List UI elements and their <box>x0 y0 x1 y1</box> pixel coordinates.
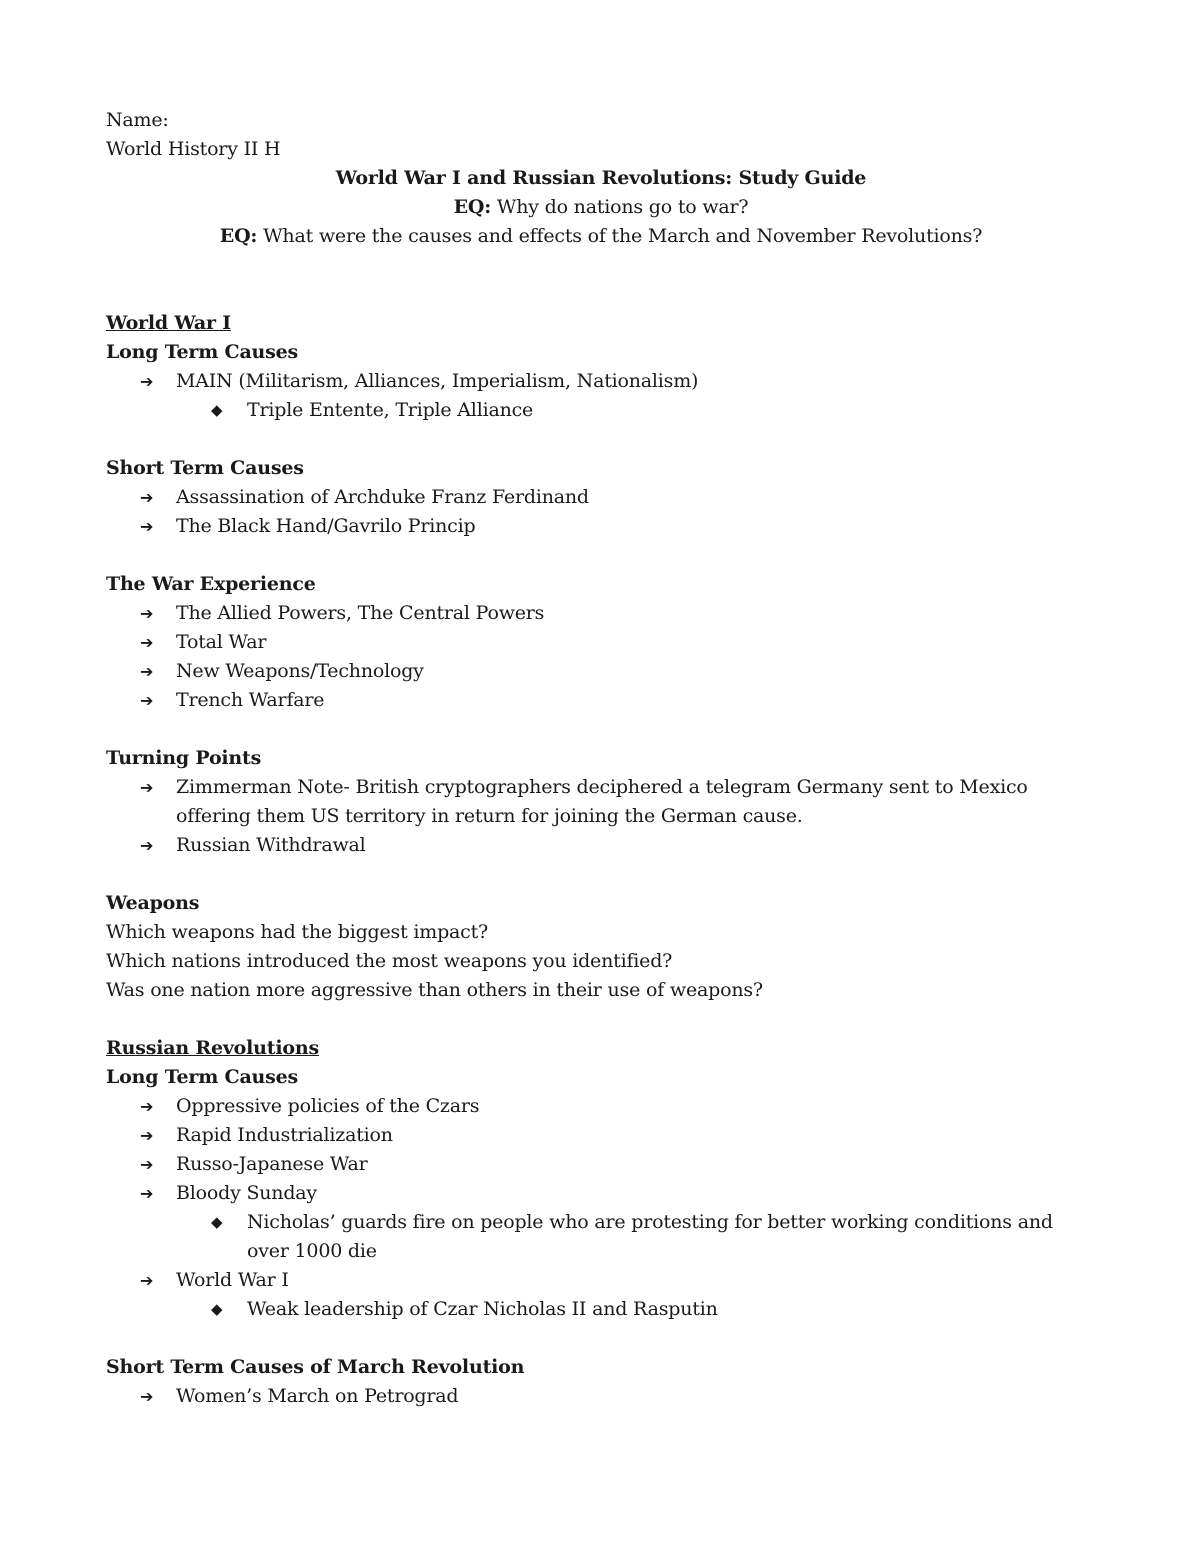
list-item-text: MAIN (Militarism, Alliances, Imperialism, Nationalism) <box>176 370 699 392</box>
arrow-bullet-icon: ➔ <box>140 1155 154 1174</box>
arrow-bullet-icon: ➔ <box>140 778 154 797</box>
weapons-question: Which weapons had the biggest impact? <box>106 921 489 943</box>
sub-list-item-text: Triple Entente, Triple Alliance <box>247 399 534 421</box>
list-item <box>106 367 1096 396</box>
list-item-text: The Allied Powers, The Central Powers <box>176 602 545 624</box>
spacer <box>106 1005 1096 1034</box>
list-item-text: Assassination of Archduke Franz Ferdinand <box>176 486 589 508</box>
arrow-bullet-icon: ➔ <box>140 1184 154 1203</box>
diamond-bullet-icon: ◆ <box>211 1300 223 1318</box>
list-item <box>106 1121 1096 1150</box>
name-label: Name: <box>106 109 169 131</box>
sub-list-item <box>106 396 1096 425</box>
arrow-bullet-icon: ➔ <box>140 1387 154 1406</box>
subheading-long-term-causes: Long Term Causes <box>106 1066 299 1088</box>
arrow-bullet-icon: ➔ <box>140 836 154 855</box>
list-item-text: Zimmerman Note- British cryptographers deciphered a telegram Germany sent to Mexico offering them US territory in return for joining the German cause. <box>176 776 1028 827</box>
sub-list-item <box>106 1295 1096 1324</box>
list-item <box>106 512 1096 541</box>
list-item <box>106 628 1096 657</box>
arrow-bullet-icon: ➔ <box>140 1126 154 1145</box>
list-item <box>106 1382 1096 1411</box>
section-heading-wwi: World War I <box>106 312 231 334</box>
course-name: World History II H <box>106 138 281 160</box>
subheading-long-term-causes: Long Term Causes <box>106 341 299 363</box>
list-item-text: Russo-Japanese War <box>176 1153 368 1175</box>
list-item-text: Oppressive policies of the Czars <box>176 1095 480 1117</box>
list-item-text: Rapid Industrialization <box>176 1124 393 1146</box>
sub-list-item-text: Nicholas’ guards fire on people who are protesting for better working conditions and over 1000 die <box>247 1211 1053 1262</box>
subheading-war-experience: The War Experience <box>106 573 316 595</box>
list-item-text: The Black Hand/Gavrilo Princip <box>176 515 476 537</box>
spacer <box>106 425 1096 454</box>
list-item <box>106 657 1096 686</box>
list-item <box>106 773 1096 831</box>
list-item-text: Women’s March on Petrograd <box>176 1385 459 1407</box>
list-item-text: Russian Withdrawal <box>176 834 366 856</box>
spacer <box>106 1324 1096 1353</box>
spacer <box>106 860 1096 889</box>
essential-question-2 <box>106 222 1096 251</box>
list-item-text: New Weapons/Technology <box>176 660 424 682</box>
list-item <box>106 483 1096 512</box>
list-item <box>106 686 1096 715</box>
eq-label: EQ: <box>219 225 258 247</box>
arrow-bullet-icon: ➔ <box>140 633 154 652</box>
arrow-bullet-icon: ➔ <box>140 604 154 623</box>
weapons-question: Was one nation more aggressive than others in their use of weapons? <box>106 979 763 1001</box>
arrow-bullet-icon: ➔ <box>140 691 154 710</box>
sub-list-item <box>106 1208 1096 1266</box>
study-guide-page <box>106 106 1096 1411</box>
list-item <box>106 599 1096 628</box>
arrow-bullet-icon: ➔ <box>140 488 154 507</box>
list-item <box>106 1150 1096 1179</box>
eq-label: EQ: <box>453 196 492 218</box>
diamond-bullet-icon: ◆ <box>211 401 223 419</box>
spacer <box>106 541 1096 570</box>
list-item-text: World War I <box>176 1269 289 1291</box>
arrow-bullet-icon: ➔ <box>140 1097 154 1116</box>
list-item-text: Total War <box>176 631 267 653</box>
spacer <box>106 251 1096 309</box>
list-item-text: Bloody Sunday <box>176 1182 317 1204</box>
spacer <box>106 715 1096 744</box>
eq-text: Why do nations go to war? <box>491 196 749 218</box>
arrow-bullet-icon: ➔ <box>140 1271 154 1290</box>
arrow-bullet-icon: ➔ <box>140 662 154 681</box>
arrow-bullet-icon: ➔ <box>140 372 154 391</box>
diamond-bullet-icon: ◆ <box>211 1213 223 1231</box>
subheading-turning-points: Turning Points <box>106 747 262 769</box>
page-title: World War I and Russian Revolutions: Study Guide <box>335 167 867 189</box>
section-heading-russian-revolutions: Russian Revolutions <box>106 1037 319 1059</box>
arrow-bullet-icon: ➔ <box>140 517 154 536</box>
list-item <box>106 831 1096 860</box>
subheading-march-revolution: Short Term Causes of March Revolution <box>106 1356 525 1378</box>
list-item <box>106 1179 1096 1208</box>
subheading-weapons: Weapons <box>106 892 200 914</box>
subheading-short-term-causes: Short Term Causes <box>106 457 304 479</box>
list-item-text: Trench Warfare <box>176 689 325 711</box>
essential-question-1 <box>106 193 1096 222</box>
weapons-question: Which nations introduced the most weapons you identified? <box>106 950 673 972</box>
sub-list-item-text: Weak leadership of Czar Nicholas II and Rasputin <box>247 1298 718 1320</box>
eq-text: What were the causes and effects of the March and November Revolutions? <box>257 225 983 247</box>
list-item <box>106 1266 1096 1295</box>
list-item <box>106 1092 1096 1121</box>
